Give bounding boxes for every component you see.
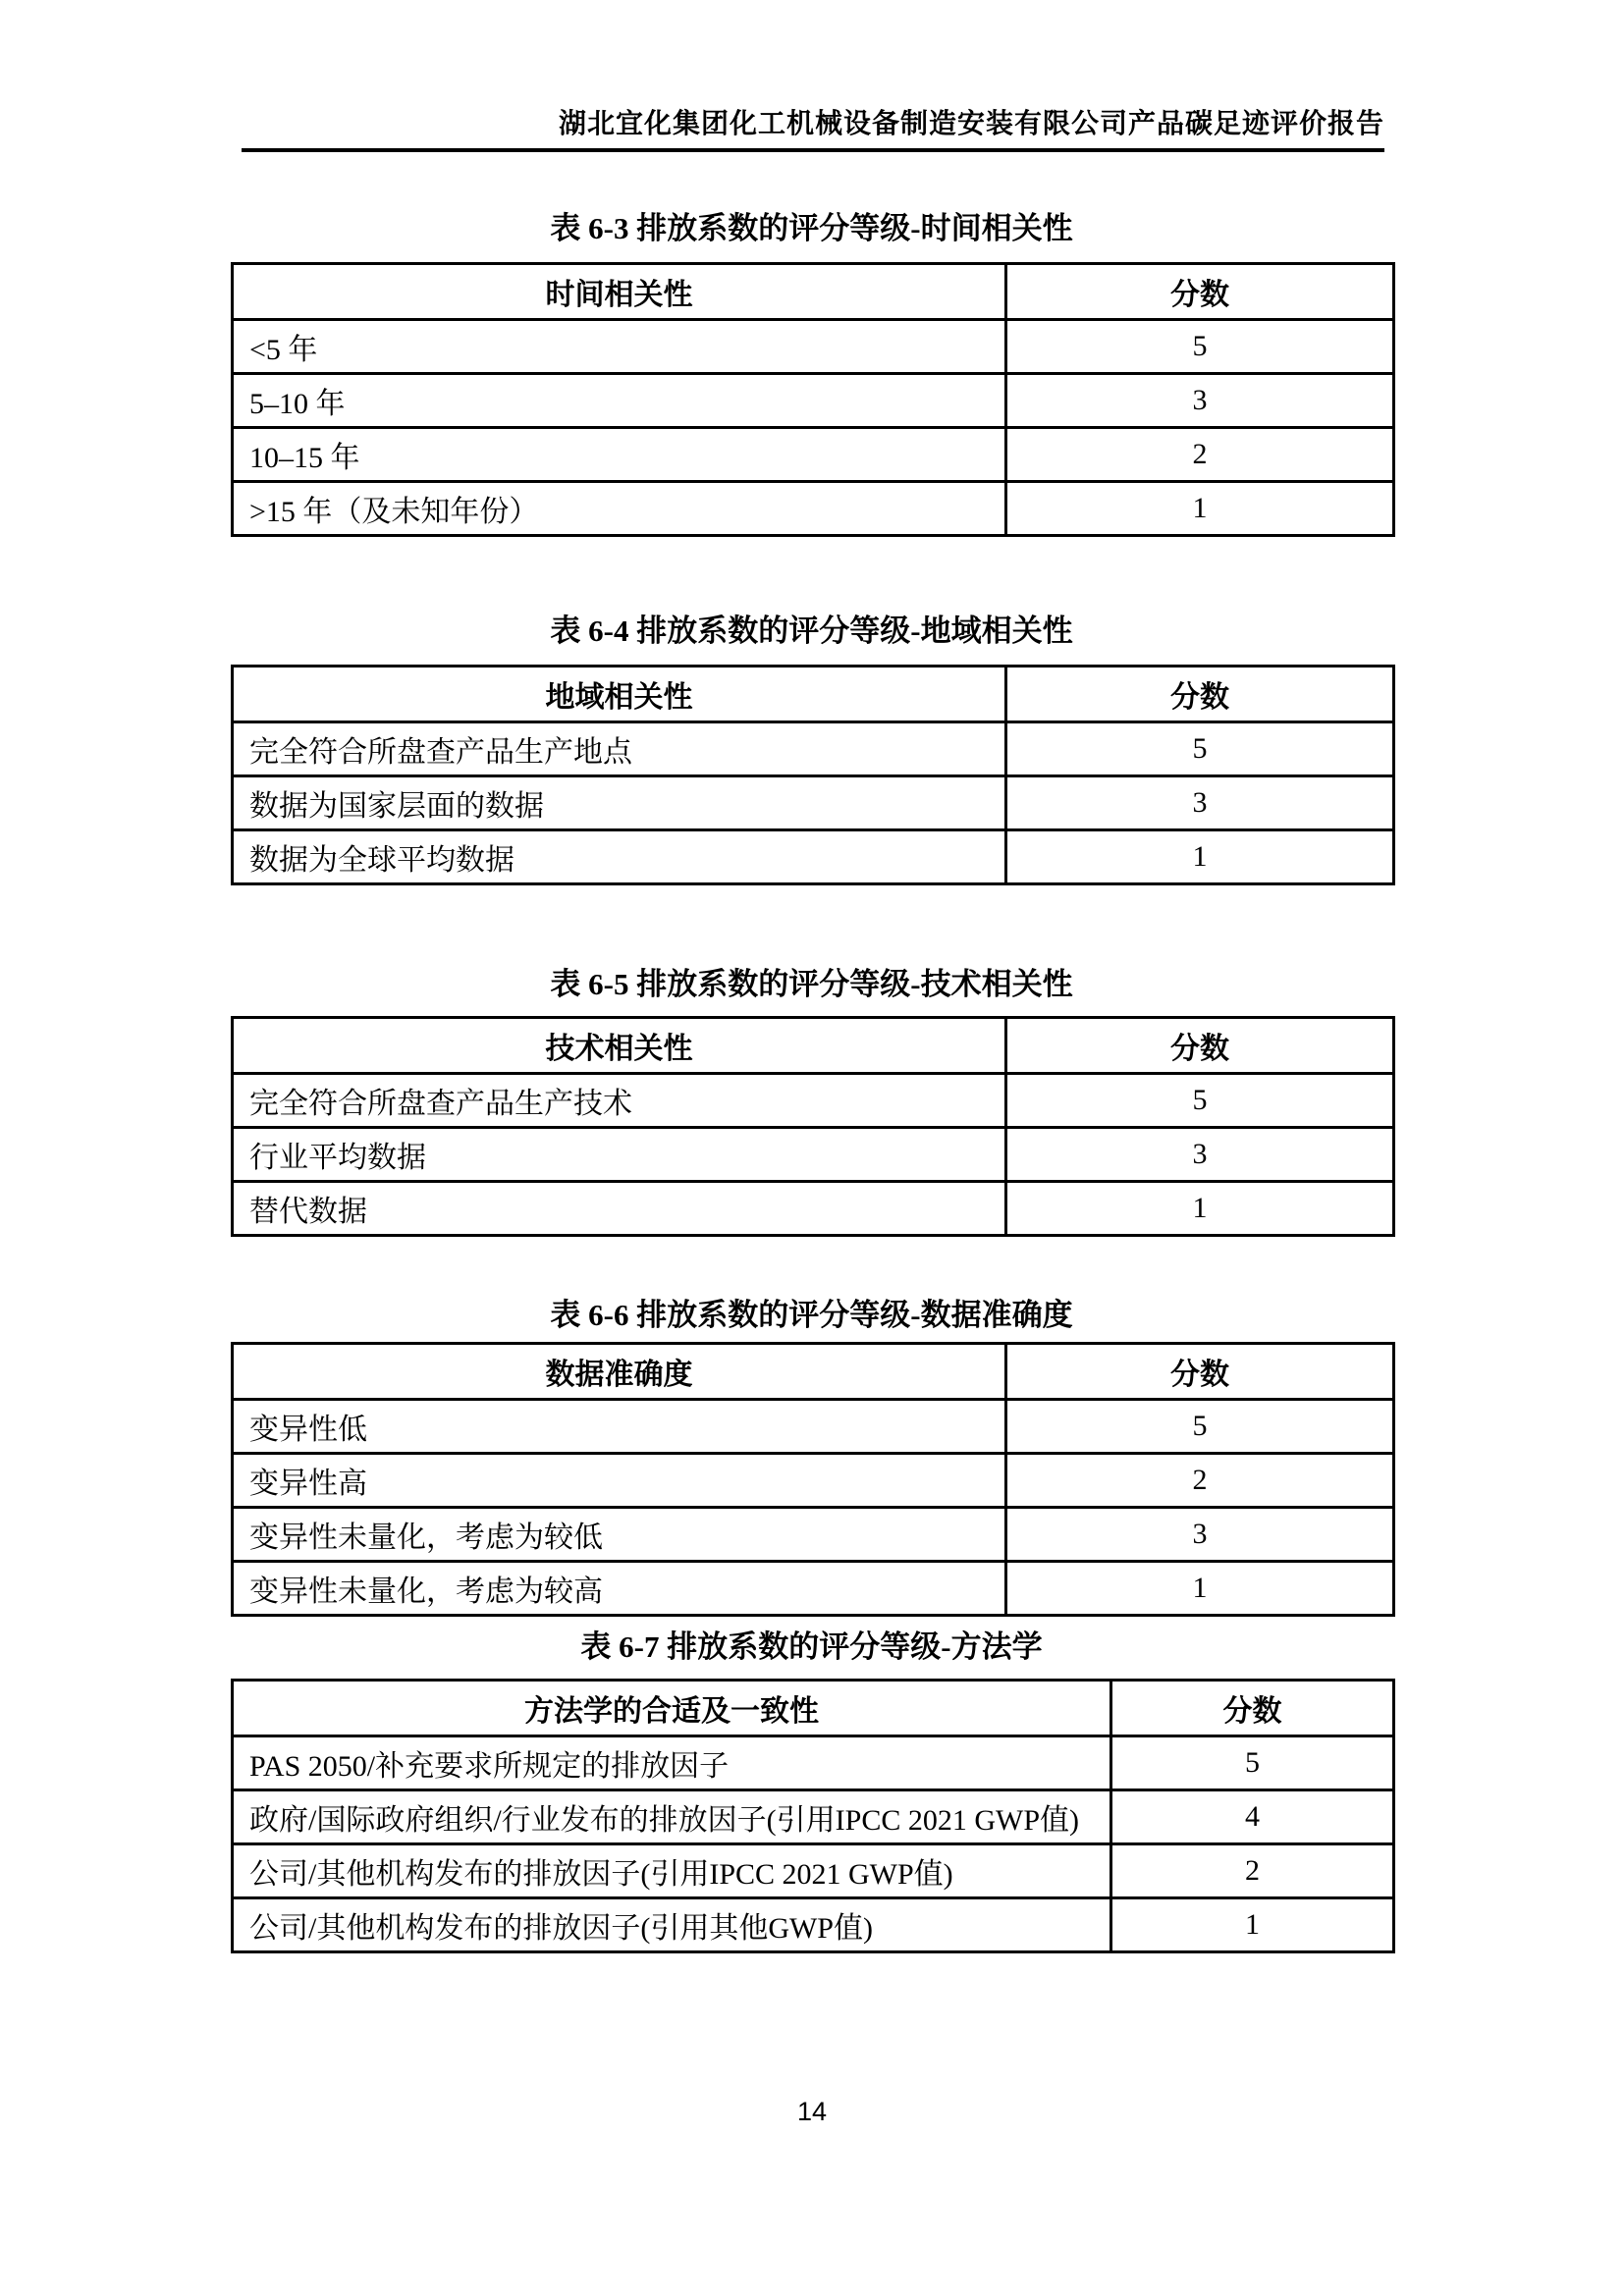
cell-label: 完全符合所盘查产品生产技术 [233, 1074, 1006, 1128]
table-row [233, 1400, 1394, 1454]
table-header-row [233, 1681, 1394, 1736]
table-row [233, 320, 1394, 374]
table-6-6 [231, 1342, 1395, 1617]
table-title-6-5: 表 6-5 排放系数的评分等级-技术相关性 [550, 967, 1073, 1001]
cell-score: 5 [1006, 1400, 1394, 1454]
document-header: 湖北宜化集团化工机械设备制造安装有限公司产品碳足迹评价报告 [558, 109, 1384, 139]
col-header-criteria: 技术相关性 [233, 1018, 1006, 1074]
cell-score: 5 [1006, 1074, 1394, 1128]
cell-label: >15 年（及未知年份） [233, 482, 1006, 536]
table-6-7 [231, 1679, 1395, 1953]
cell-label: 政府/国际政府组织/行业发布的排放因子(引用IPCC 2021 GWP值) [233, 1790, 1111, 1844]
cell-score: 5 [1006, 320, 1394, 374]
cell-score: 1 [1006, 1562, 1394, 1616]
cell-label: 替代数据 [233, 1182, 1006, 1236]
cell-label: <5 年 [233, 320, 1006, 374]
table-row [233, 830, 1394, 884]
table-row [233, 1182, 1394, 1236]
table-row [233, 374, 1394, 428]
cell-score: 3 [1006, 374, 1394, 428]
table-title-6-6: 表 6-6 排放系数的评分等级-数据准确度 [550, 1298, 1073, 1332]
cell-score: 1 [1006, 1182, 1394, 1236]
table-header-row [233, 1018, 1394, 1074]
cell-score: 5 [1006, 722, 1394, 776]
cell-score: 2 [1006, 428, 1394, 482]
cell-label: 变异性高 [233, 1454, 1006, 1508]
table-row [233, 1128, 1394, 1182]
header-rule [242, 148, 1384, 152]
cell-score: 1 [1006, 482, 1394, 536]
table-6-3 [231, 262, 1395, 537]
table-row [233, 428, 1394, 482]
cell-label: 变异性未量化，考虑为较高 [233, 1562, 1006, 1616]
cell-label: PAS 2050/补充要求所规定的排放因子 [233, 1736, 1111, 1790]
cell-score: 2 [1006, 1454, 1394, 1508]
cell-label: 公司/其他机构发布的排放因子(引用IPCC 2021 GWP值) [233, 1844, 1111, 1898]
table-row [233, 1562, 1394, 1616]
table-row [233, 1790, 1394, 1844]
table-header-row [233, 264, 1394, 320]
cell-score: 3 [1006, 1508, 1394, 1562]
table-title-6-7: 表 6-7 排放系数的评分等级-方法学 [580, 1629, 1043, 1664]
table-row [233, 482, 1394, 536]
cell-label: 变异性未量化，考虑为较低 [233, 1508, 1006, 1562]
cell-score: 5 [1111, 1736, 1394, 1790]
cell-label: 完全符合所盘查产品生产地点 [233, 722, 1006, 776]
cell-score: 2 [1111, 1844, 1394, 1898]
table-row [233, 722, 1394, 776]
table-6-4 [231, 665, 1395, 885]
col-header-criteria: 数据准确度 [233, 1344, 1006, 1400]
cell-label: 数据为全球平均数据 [233, 830, 1006, 884]
table-row [233, 1736, 1394, 1790]
table-header-row [233, 667, 1394, 722]
table-row [233, 1508, 1394, 1562]
table-row [233, 776, 1394, 830]
page-number: 14 [796, 2097, 828, 2126]
cell-score: 3 [1006, 1128, 1394, 1182]
cell-score: 4 [1111, 1790, 1394, 1844]
col-header-score: 分数 [1006, 1018, 1394, 1074]
col-header-score: 分数 [1111, 1681, 1394, 1736]
col-header-score: 分数 [1006, 667, 1394, 722]
col-header-score: 分数 [1006, 1344, 1394, 1400]
cell-score: 1 [1006, 830, 1394, 884]
cell-label: 公司/其他机构发布的排放因子(引用其他GWP值) [233, 1898, 1111, 1952]
table-row [233, 1898, 1394, 1952]
col-header-score: 分数 [1006, 264, 1394, 320]
table-row [233, 1454, 1394, 1508]
table-6-5 [231, 1016, 1395, 1237]
table-row [233, 1844, 1394, 1898]
cell-label: 数据为国家层面的数据 [233, 776, 1006, 830]
col-header-criteria: 地域相关性 [233, 667, 1006, 722]
cell-label: 5–10 年 [233, 374, 1006, 428]
cell-score: 1 [1111, 1898, 1394, 1952]
cell-label: 变异性低 [233, 1400, 1006, 1454]
cell-score: 3 [1006, 776, 1394, 830]
table-header-row [233, 1344, 1394, 1400]
table-title-6-4: 表 6-4 排放系数的评分等级-地域相关性 [550, 614, 1073, 648]
table-row [233, 1074, 1394, 1128]
col-header-criteria: 时间相关性 [233, 264, 1006, 320]
col-header-criteria: 方法学的合适及一致性 [233, 1681, 1111, 1736]
table-title-6-3: 表 6-3 排放系数的评分等级-时间相关性 [550, 211, 1073, 245]
cell-label: 10–15 年 [233, 428, 1006, 482]
cell-label: 行业平均数据 [233, 1128, 1006, 1182]
